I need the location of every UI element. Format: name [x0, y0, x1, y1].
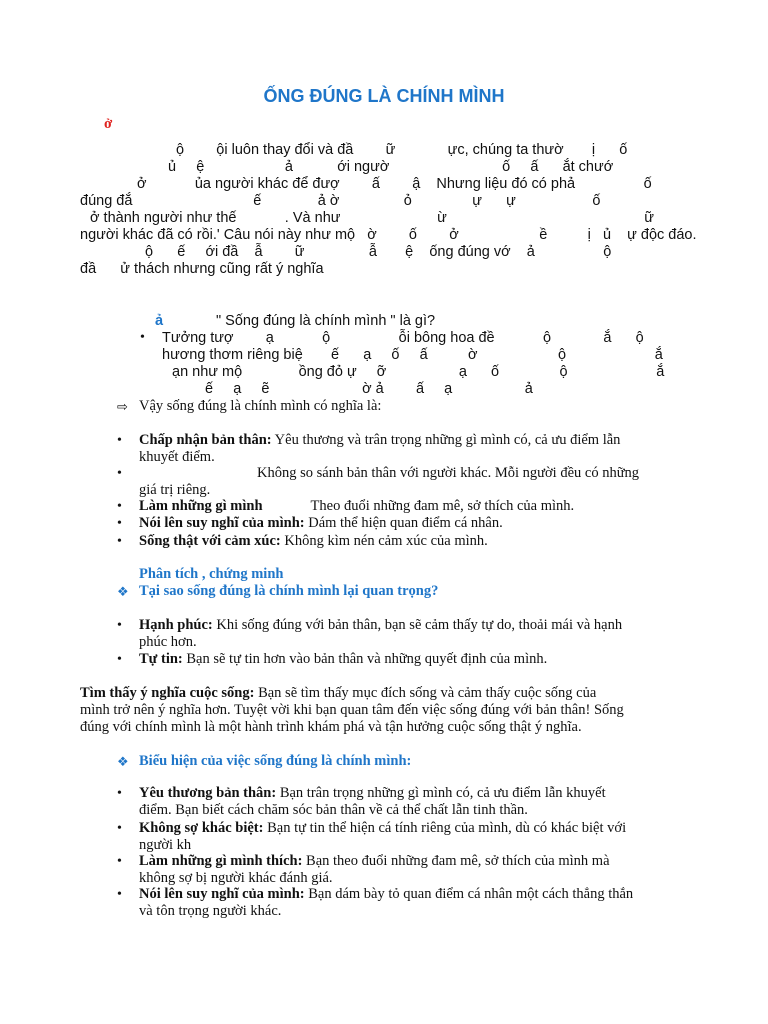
- intro-line: người khác đã có rồi.' Câu nói này như mộ ờ ố ở ề ị ủ ự độc đáo.: [80, 227, 697, 243]
- list-item-text: Bạn dám bày tỏ quan điểm cá nhân một cách thẳng thắn: [304, 886, 634, 902]
- list-item-label: Hạnh phúc:: [139, 617, 213, 633]
- paragraph-line: Bạn sẽ tìm thấy mục đích sống và cảm thấy cuộc sống của: [254, 685, 597, 701]
- imagine-line: Tưởng tượ ạ ộ ỗi bông hoa đề ộ ắ ộ: [162, 330, 644, 346]
- list-item: [139, 820, 626, 854]
- list-item-label: Làm những gì mình: [139, 498, 263, 514]
- document-title: ỐNG ĐÚNG LÀ CHÍNH MÌNH: [263, 86, 505, 106]
- arrow-icon: ⇨: [117, 399, 128, 414]
- list-item-label: Nói lên suy nghĩ của mình:: [139, 515, 305, 531]
- meaning-paragraph: [80, 685, 624, 736]
- list-item-text: Không kìm nén cảm xúc của mình.: [280, 533, 488, 549]
- diamond-icon: ❖: [117, 584, 129, 599]
- bullet-icon: •: [117, 516, 122, 531]
- bullet-icon: •: [140, 330, 145, 345]
- bullet-icon: •: [117, 466, 122, 481]
- question-text: " Sống đúng là chính mình " là gì?: [216, 313, 436, 329]
- list-item-label: Sống thật với cảm xúc:: [139, 533, 281, 549]
- list-item-label: Không sợ khác biệt:: [139, 820, 264, 836]
- list-item-text: Bạn tự tin thể hiện cá tính riêng của mình, dù có khác biệt với: [263, 820, 627, 836]
- list-item-text: Không so sánh bản thân với người khác. Mỗi người đều có những: [257, 465, 640, 481]
- list-item-cont: giá trị riêng.: [139, 482, 211, 498]
- intro-line: ủ ệ ả ới ngườ ố ấ ắt chướ: [168, 159, 614, 175]
- list-item-text: Bạn theo đuổi những đam mê, sở thích của mình mà: [302, 853, 610, 869]
- list-item-text: Dám thể hiện quan điểm cá nhân.: [304, 515, 503, 531]
- paragraph-line: đúng với chính mình là một hành trình khám phá và tận hưởng cuộc sống thật ý nghĩa.: [80, 719, 582, 735]
- intro-line: ở ủa người khác để đượ ấ ậ Nhưng liệu đó có phả ố: [137, 176, 652, 192]
- list-item-cont: và tôn trọng người khác.: [139, 903, 282, 919]
- bullet-icon: •: [117, 821, 122, 836]
- diamond-icon: ❖: [117, 754, 129, 769]
- bullet-icon: •: [117, 534, 122, 549]
- imagine-line: hương thơm riêng biệ ế ạ ố ấ ờ ộ ắ: [162, 347, 663, 363]
- list-item-cont: điểm. Bạn biết cách chăm sóc bản thân về cả thể chất lẫn tinh thần.: [139, 802, 528, 818]
- bullet-icon: •: [117, 652, 122, 667]
- intro-line: đúng đắ ế ả ờ ỏ ự ự ố: [80, 193, 601, 209]
- imagine-line: ế ạ ẽ ờ ả ấ ạ ả: [205, 381, 533, 397]
- list-item: [139, 886, 633, 920]
- list-item-text: Khi sống đúng với bản thân, bạn sẽ cảm thấy tự do, thoải mái và hạnh: [212, 617, 623, 633]
- why-heading: Tại sao sống đúng là chính mình lại quan trọng?: [139, 583, 439, 599]
- bullet-icon: •: [117, 433, 122, 448]
- list-item-cont: khuyết điểm.: [139, 449, 215, 465]
- list-item-text: Yêu thương và trân trọng những gì mình có, cả ưu điểm lẫn: [271, 432, 621, 448]
- list-item-label: Làm những gì mình thích:: [139, 853, 303, 869]
- intro-line: ở thành người như thế . Và như ừ ữ: [90, 210, 654, 226]
- list-item: [139, 785, 606, 819]
- intro-mark: ở: [104, 116, 113, 132]
- list-item: [139, 853, 610, 887]
- list-item-cont: người kh: [139, 837, 192, 853]
- list-item-cont: phúc hơn.: [139, 634, 197, 650]
- list-item: [139, 651, 547, 668]
- list-item-text: Bạn trân trọng những gì mình có, cả ưu điểm lẫn khuyết: [276, 785, 606, 801]
- list-item-text: Theo đuổi những đam mê, sở thích của mình.: [310, 498, 575, 514]
- list-item: [139, 465, 639, 499]
- list-item-cont: không sợ bị người khác đánh giá.: [139, 870, 333, 886]
- paragraph-line: mình trở nên ý nghĩa hơn. Tuyệt vời khi bạn quan tâm đến việc sống đúng với bản thân! Sống: [80, 702, 624, 718]
- list-item-label: Chấp nhận bản thân:: [139, 432, 272, 448]
- bullet-icon: •: [117, 786, 122, 801]
- list-item-label: Yêu thương bản thân:: [139, 785, 277, 801]
- list-item-label: Tự tin:: [139, 651, 183, 667]
- intro-line: đầ ử thách nhưng cũng rất ý nghĩa: [80, 261, 324, 277]
- list-item: [139, 617, 622, 651]
- list-item: [139, 432, 620, 466]
- intro-line: ộ ế ới đầ ẫ ữ ẫ ệ ống đúng vớ ả ộ: [145, 244, 612, 260]
- list-item: [139, 533, 488, 550]
- intro-line: ộ ội luôn thay đổi và đầ ữ ực, chúng ta thườ ị ố: [176, 142, 628, 158]
- express-heading: Biểu hiện của việc sống đúng là chính mình:: [139, 753, 412, 769]
- question-mark: ả: [155, 313, 164, 329]
- bullet-icon: •: [117, 618, 122, 633]
- analysis-heading: Phân tích , chứng minh: [139, 566, 284, 582]
- list-item-text: Bạn sẽ tự tin hơn vào bản thân và những quyết định của mình.: [182, 651, 548, 667]
- paragraph-label: Tìm thấy ý nghĩa cuộc sống:: [80, 685, 255, 701]
- imagine-line: ạn như mộ ồng đỏ ự ỡ ạ ố ộ ắ: [172, 364, 665, 380]
- bullet-icon: •: [117, 887, 122, 902]
- list-item: [139, 498, 574, 515]
- list-item: [139, 515, 503, 532]
- bullet-icon: •: [117, 854, 122, 869]
- bullet-icon: •: [117, 499, 122, 514]
- list-item-label: Nói lên suy nghĩ của mình:: [139, 886, 305, 902]
- meaning-intro: Vậy sống đúng là chính mình có nghĩa là:: [139, 398, 382, 414]
